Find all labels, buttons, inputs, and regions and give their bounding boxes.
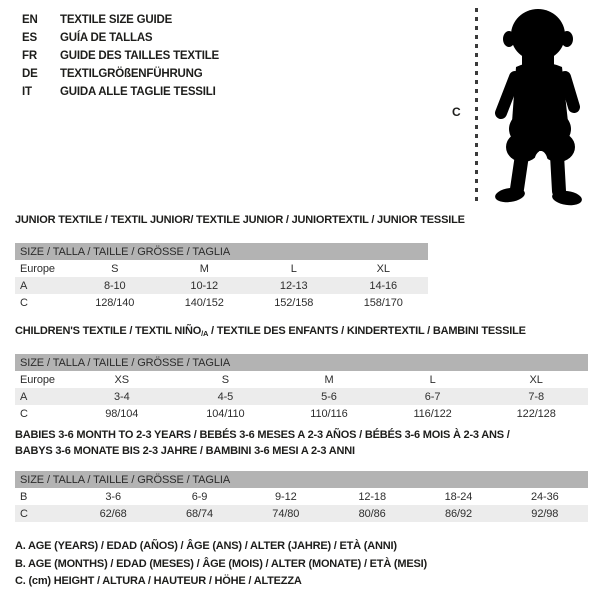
title-segment: / TEXTILE DES ENFANTS / KINDERTEXTIL / BAMBINI TESSILE bbox=[208, 325, 526, 337]
language-guide-title: GUIDE DES TAILLES TEXTILE bbox=[60, 50, 219, 62]
table-cell: 10-12 bbox=[190, 279, 219, 292]
row-label: A bbox=[20, 279, 28, 292]
language-code: IT bbox=[22, 86, 32, 98]
table-header-row bbox=[15, 354, 588, 371]
table-cell: 7-8 bbox=[528, 390, 544, 403]
title-segment: JUNIOR TEXTILE / TEXTIL JUNIOR/ TEXTILE JUNIOR / JUNIORTEXTIL / JUNIOR TESSILE bbox=[15, 214, 465, 226]
title-segment: BABIES 3-6 MONTH TO 2-3 YEARS / BEBÉS 3-6 MESES A 2-3 AÑOS / BÉBÉS 3-6 MOIS À 2-3 ANS / bbox=[15, 429, 510, 441]
row-label: C bbox=[20, 407, 28, 420]
section-title bbox=[15, 212, 588, 228]
footnote-line: A. AGE (YEARS) / EDAD (AÑOS) / ÂGE (ANS) / ALTER (JAHRE) / ETÀ (ANNI) bbox=[15, 540, 397, 552]
table-cell: L bbox=[429, 373, 436, 386]
table-cell: 110/116 bbox=[310, 407, 348, 420]
title-segment: /A bbox=[201, 329, 209, 338]
table-cell: XS bbox=[114, 373, 130, 386]
language-guide-title: TEXTILGRÖßENFÜHRUNG bbox=[60, 68, 203, 80]
language-code: DE bbox=[22, 68, 38, 80]
table-cell: XL bbox=[376, 262, 390, 275]
row-label: C bbox=[20, 296, 28, 309]
language-code: FR bbox=[22, 50, 37, 62]
table-cell: 68/74 bbox=[185, 507, 213, 520]
table-cell: 86/92 bbox=[444, 507, 472, 520]
size-table-junior bbox=[15, 243, 428, 311]
row-label: A bbox=[20, 390, 28, 403]
footnote-line: B. AGE (MONTHS) / EDAD (MESES) / ÂGE (MOIS) / ALTER (MONATE) / ETÀ (MESI) bbox=[15, 557, 427, 570]
table-cell: 6-7 bbox=[424, 390, 441, 403]
table-cell: 8-10 bbox=[103, 279, 126, 292]
language-code: EN bbox=[22, 14, 38, 26]
language-title-row bbox=[22, 65, 219, 83]
language-title-row bbox=[22, 29, 219, 47]
table-cell: M bbox=[199, 262, 209, 275]
size-table-children bbox=[15, 354, 588, 422]
table-header: SIZE / TALLA / TAILLE / GRÖSSE / TAGLIA bbox=[15, 471, 588, 488]
table-header: SIZE / TALLA / TAILLE / GRÖSSE / TAGLIA bbox=[15, 243, 428, 260]
language-title-row bbox=[22, 47, 219, 65]
height-measure-dashed-line bbox=[475, 8, 478, 206]
table-row bbox=[15, 505, 588, 522]
table-cell: M bbox=[324, 373, 334, 386]
table-cell: 104/110 bbox=[206, 407, 245, 420]
table-header-row bbox=[15, 243, 428, 260]
row-label: C bbox=[20, 507, 28, 520]
section-children bbox=[15, 323, 588, 422]
language-guide-title: GUÍA DE TALLAS bbox=[60, 32, 153, 44]
title-segment: CHILDREN'S TEXTILE / TEXTIL NIÑO bbox=[15, 325, 202, 337]
section-title-line bbox=[15, 443, 588, 459]
table-cell: 6-9 bbox=[191, 490, 208, 503]
table-cell: 92/98 bbox=[531, 507, 559, 520]
table-cell: S bbox=[111, 262, 119, 275]
title-segment: BABYS 3-6 MONATE BIS 2-3 JAHRE / BAMBINI 3-6 MESI A 2-3 ANNI bbox=[15, 445, 355, 457]
table-row bbox=[15, 488, 588, 505]
toddler-silhouette-icon bbox=[486, 7, 594, 207]
height-measure-label: C bbox=[452, 105, 461, 119]
table-cell: 116/122 bbox=[413, 407, 452, 420]
language-guide-title: GUIDA ALLE TAGLIE TESSILI bbox=[60, 86, 216, 98]
table-cell: 140/152 bbox=[184, 296, 224, 309]
table-cell: 5-6 bbox=[321, 390, 337, 403]
table-cell: 158/170 bbox=[363, 296, 403, 309]
section-title bbox=[15, 427, 588, 459]
table-cell: 98/104 bbox=[105, 407, 139, 420]
size-table-babies bbox=[15, 471, 588, 522]
table-cell: 80/86 bbox=[358, 507, 386, 520]
table-cell: 122/128 bbox=[516, 407, 556, 420]
row-label: Europe bbox=[20, 373, 55, 386]
table-cell: 14-16 bbox=[369, 279, 398, 292]
table-cell: S bbox=[221, 373, 230, 386]
section-babies bbox=[15, 427, 588, 522]
table-cell: 152/158 bbox=[274, 296, 314, 309]
table-row bbox=[15, 405, 588, 422]
table-header: SIZE / TALLA / TAILLE / GRÖSSE / TAGLIA bbox=[15, 354, 588, 371]
table-row bbox=[15, 294, 428, 311]
table-row bbox=[15, 371, 588, 388]
language-guide-title: TEXTILE SIZE GUIDE bbox=[60, 14, 173, 26]
table-cell: 128/140 bbox=[95, 296, 135, 309]
table-cell: 3-4 bbox=[113, 390, 130, 403]
table-row bbox=[15, 277, 428, 294]
table-cell: 74/80 bbox=[272, 507, 300, 520]
section-title-line bbox=[15, 323, 588, 342]
row-label: Europe bbox=[20, 262, 55, 275]
language-title-row bbox=[22, 83, 219, 101]
table-cell: 4-5 bbox=[217, 390, 234, 403]
footnote-line: C. (cm) HEIGHT / ALTURA / HAUTEUR / HÖHE / ALTEZZA bbox=[15, 575, 302, 587]
table-cell: 62/68 bbox=[99, 507, 127, 520]
table-cell: 9-12 bbox=[275, 490, 297, 503]
footnotes bbox=[15, 538, 427, 591]
section-title-line bbox=[15, 427, 588, 443]
table-cell: XL bbox=[529, 373, 543, 386]
table-cell: 3-6 bbox=[105, 490, 121, 503]
language-title-row bbox=[22, 11, 219, 29]
table-cell: L bbox=[290, 262, 297, 275]
table-cell: 24-36 bbox=[531, 490, 559, 503]
language-code: ES bbox=[22, 32, 37, 44]
section-title-line bbox=[15, 212, 588, 228]
section-junior bbox=[15, 212, 588, 311]
table-row bbox=[15, 388, 588, 405]
table-header-row bbox=[15, 471, 588, 488]
language-title-list bbox=[22, 11, 219, 101]
table-cell: 12-18 bbox=[358, 490, 386, 503]
table-cell: 18-24 bbox=[444, 490, 473, 503]
table-row bbox=[15, 260, 428, 277]
table-cell: 12-13 bbox=[279, 279, 308, 292]
section-title bbox=[15, 323, 588, 342]
row-label: B bbox=[20, 490, 28, 503]
